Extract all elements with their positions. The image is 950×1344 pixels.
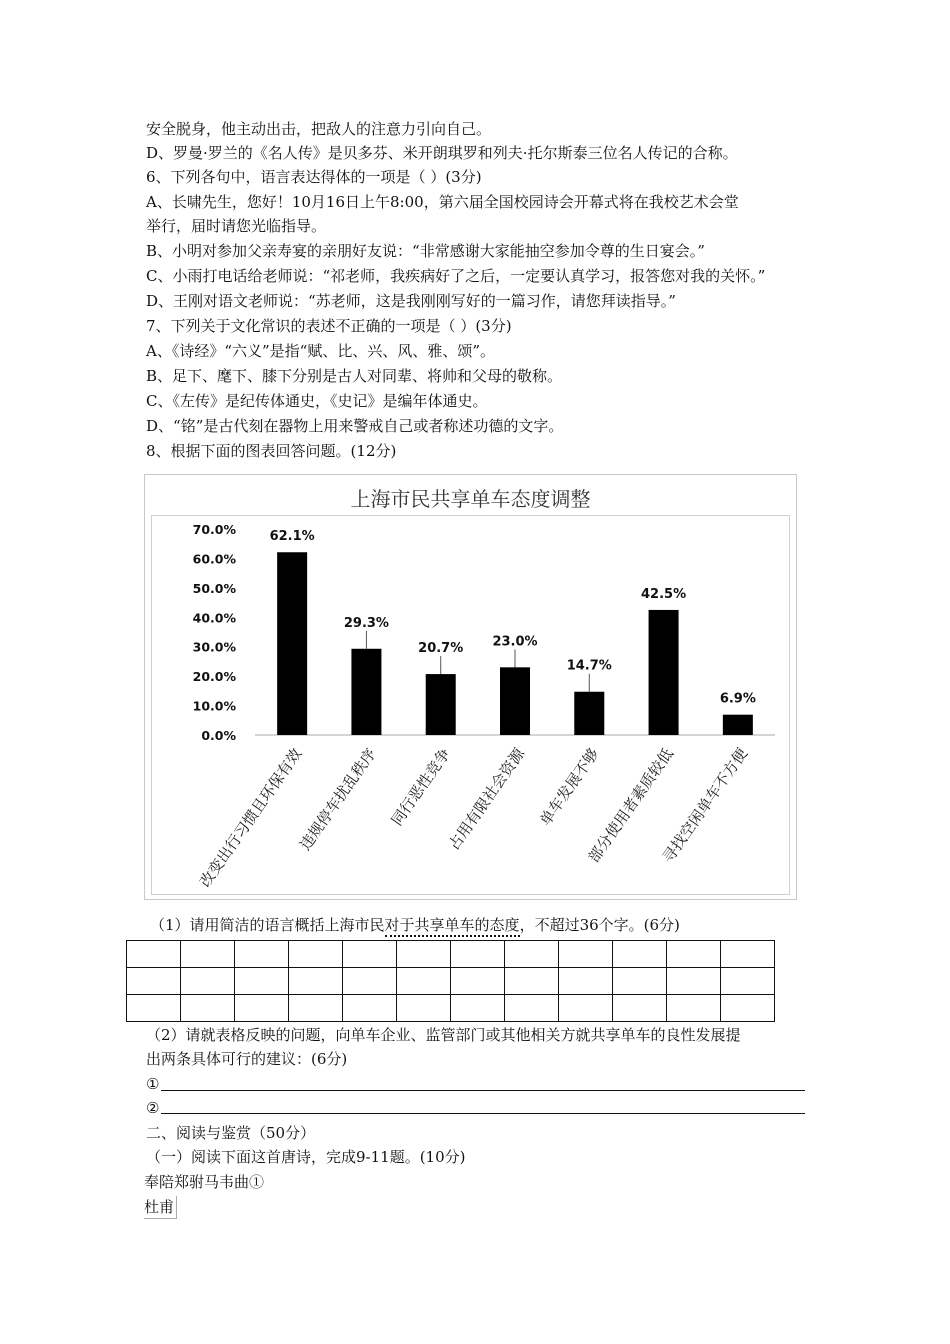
grid-cell[interactable] xyxy=(181,995,235,1022)
grid-cell[interactable] xyxy=(289,941,343,968)
grid-cell[interactable] xyxy=(613,968,667,995)
option-b-line: B、足下、麾下、膝下分别是古人对同辈、将帅和父母的敬称。 xyxy=(146,367,563,385)
option-d-line: D、“铭”是古代刻在器物上用来警戒自己或者称述功德的文字。 xyxy=(146,417,564,435)
grid-cell[interactable] xyxy=(181,941,235,968)
grid-cell[interactable] xyxy=(613,941,667,968)
y-tick-label: 20.0% xyxy=(192,669,236,685)
grid-cell[interactable] xyxy=(127,995,181,1022)
q1-prefix: （1）请用简洁的语言概括上海市民 xyxy=(150,916,385,934)
y-tick-label: 10.0% xyxy=(192,698,236,714)
grid-cell[interactable] xyxy=(721,995,775,1022)
option-c-line: C、《左传》是纪传体通史，《史记》是编年体通史。 xyxy=(146,392,488,410)
grid-cell[interactable] xyxy=(127,968,181,995)
grid-cell[interactable] xyxy=(289,968,343,995)
grid-row xyxy=(127,941,775,968)
poem-title: 奉陪郑驸马韦曲① xyxy=(144,1173,265,1191)
grid-cell[interactable] xyxy=(451,995,505,1022)
answer-marker-2: ② xyxy=(146,1099,160,1117)
option-a-line: A、长啸先生，您好！10月16日上午8:00，第六届全国校园诗会开幕式将在我校艺术会堂 xyxy=(146,193,739,211)
grid-cell[interactable] xyxy=(505,941,559,968)
bar xyxy=(277,552,307,735)
option-a-continuation: 举行，届时请您光临指导。 xyxy=(146,217,327,235)
grid-cell[interactable] xyxy=(721,941,775,968)
answer-line-1[interactable] xyxy=(161,1090,805,1091)
option-b-line: B、小明对参加父亲寿宴的亲朋好友说：“非常感谢大家能抽空参加令尊的生日宴会。” xyxy=(146,242,705,260)
question-7: 7、下列关于文化常识的表述不正确的一项是（ ）(3分) xyxy=(146,317,512,335)
data-label: 20.7% xyxy=(418,641,464,657)
y-tick-label: 50.0% xyxy=(192,580,236,596)
category-label: 单车发展不够 xyxy=(536,744,603,830)
option-a-line: A、《诗经》“六义”是指“赋、比、兴、风、雅、颂”。 xyxy=(146,342,496,360)
bar xyxy=(351,649,381,735)
y-tick-label: 40.0% xyxy=(192,610,236,626)
category-label: 违规停车扰乱秩序 xyxy=(296,744,380,854)
chart-title: 上海市民共享单车态度调整 xyxy=(350,487,591,511)
answer-grid xyxy=(126,940,775,1022)
grid-cell[interactable] xyxy=(559,968,613,995)
category-label: 部分使用者素质较低 xyxy=(584,744,677,866)
grid-cell[interactable] xyxy=(289,995,343,1022)
text-line: 安全脱身，他主动出击，把敌人的注意力引向自己。 xyxy=(146,120,492,138)
chart-svg xyxy=(145,475,798,901)
bar xyxy=(426,674,456,735)
grid-cell[interactable] xyxy=(127,941,181,968)
grid-cell[interactable] xyxy=(667,941,721,968)
grid-cell[interactable] xyxy=(235,968,289,995)
grid-cell[interactable] xyxy=(505,995,559,1022)
question-8-2-line1: （2）请就表格反映的问题，向单车企业、监管部门或其他相关方就共享单车的良性发展提 xyxy=(146,1026,741,1044)
category-label: 改变出行习惯且环保有效 xyxy=(196,744,306,891)
grid-cell[interactable] xyxy=(181,968,235,995)
grid-row xyxy=(127,995,775,1022)
answer-line-2[interactable] xyxy=(161,1113,805,1114)
q1-emphasis: 对于共享单车的态度 xyxy=(385,916,520,937)
y-tick-label: 60.0% xyxy=(192,551,236,567)
answer-marker-1: ① xyxy=(146,1075,160,1093)
grid-cell[interactable] xyxy=(721,968,775,995)
question-8-1 xyxy=(150,914,680,936)
y-tick-label: 30.0% xyxy=(192,639,236,655)
grid-cell[interactable] xyxy=(667,968,721,995)
section-heading: 二、阅读与鉴赏（50分） xyxy=(146,1124,316,1142)
category-label: 占用有限社会资源 xyxy=(444,744,529,854)
data-label: 42.5% xyxy=(641,586,687,602)
grid-cell[interactable] xyxy=(235,941,289,968)
option-d-line: D、罗曼·罗兰的《名人传》是贝多芬、米开朗琪罗和列夫·托尔斯泰三位名人传记的合称。 xyxy=(146,144,738,162)
data-label: 62.1% xyxy=(269,529,315,545)
data-label: 6.9% xyxy=(719,691,756,707)
option-d-line: D、王刚对语文老师说：“苏老师，这是我刚刚写好的一篇习作，请您拜读指导。” xyxy=(146,292,676,310)
category-label: 同行恶性竞争 xyxy=(387,744,454,830)
category-label: 寻找空闲单车不方便 xyxy=(658,744,752,866)
grid-cell[interactable] xyxy=(451,941,505,968)
grid-cell[interactable] xyxy=(343,968,397,995)
grid-cell[interactable] xyxy=(613,995,667,1022)
data-label: 29.3% xyxy=(343,615,389,631)
grid-cell[interactable] xyxy=(559,995,613,1022)
subsection-heading: （一）阅读下面这首唐诗，完成9-11题。(10分) xyxy=(146,1148,466,1166)
option-c-line: C、小雨打电话给老师说：“祁老师，我疾病好了之后，一定要认真学习，报答您对我的关怀。” xyxy=(146,267,766,285)
bar-chart xyxy=(144,474,797,900)
q1-suffix: ，不超过36个字。(6分) xyxy=(519,916,680,934)
grid-cell[interactable] xyxy=(235,995,289,1022)
grid-cell[interactable] xyxy=(451,968,505,995)
grid-cell[interactable] xyxy=(343,941,397,968)
bar xyxy=(723,715,753,735)
grid-cell[interactable] xyxy=(559,941,613,968)
question-8-2-line2: 出两条具体可行的建议：(6分) xyxy=(146,1050,348,1068)
bar xyxy=(649,610,679,735)
poem-author: 杜甫 xyxy=(144,1196,177,1219)
grid-cell[interactable] xyxy=(505,968,559,995)
bar xyxy=(574,692,604,735)
grid-cell[interactable] xyxy=(397,995,451,1022)
question-8: 8、根据下面的图表回答问题。(12分) xyxy=(146,442,397,460)
grid-cell[interactable] xyxy=(397,941,451,968)
grid-cell[interactable] xyxy=(343,995,397,1022)
grid-row xyxy=(127,968,775,995)
data-label: 23.0% xyxy=(492,634,538,650)
grid-cell[interactable] xyxy=(667,995,721,1022)
y-tick-label: 0.0% xyxy=(201,728,236,743)
question-6: 6、下列各句中，语言表达得体的一项是（ ）(3分) xyxy=(146,168,482,186)
grid-cell[interactable] xyxy=(397,968,451,995)
bar xyxy=(500,667,530,735)
data-label: 14.7% xyxy=(566,658,612,674)
y-tick-label: 70.0% xyxy=(192,522,236,537)
